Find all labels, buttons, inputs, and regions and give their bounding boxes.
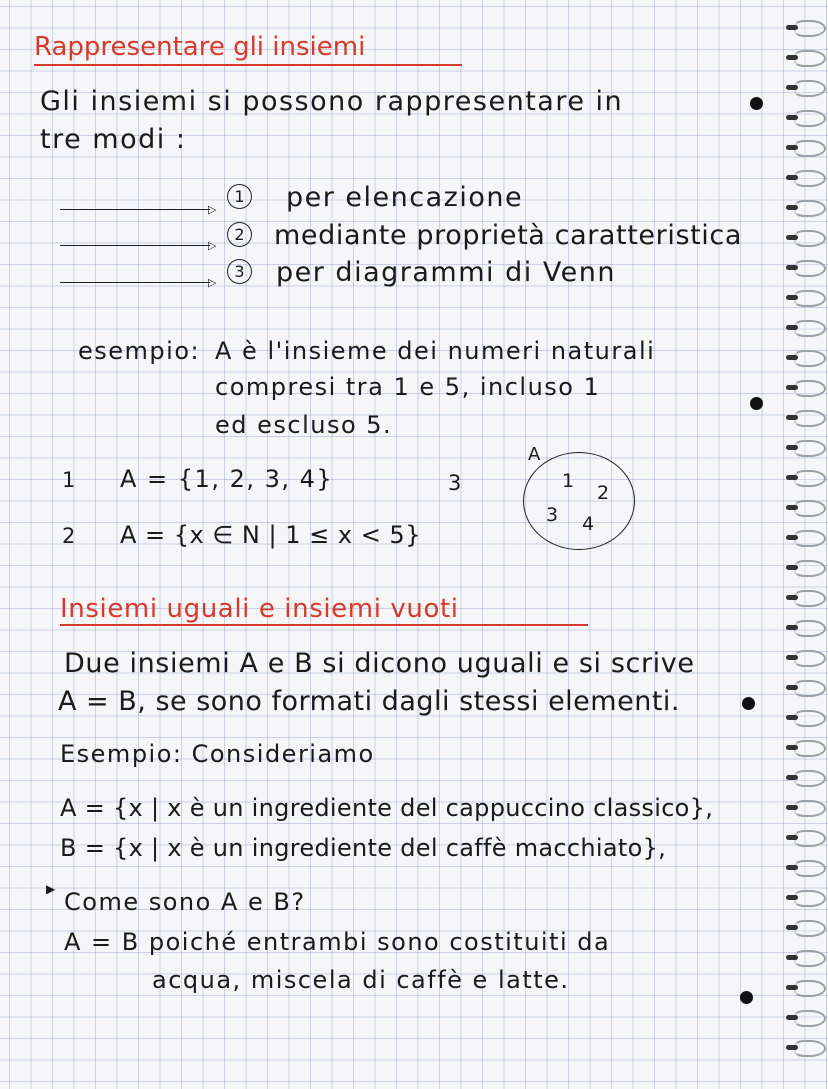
spiral-hook-icon — [786, 25, 798, 30]
spiral-coil-icon — [794, 410, 826, 427]
spiral-coil-icon — [794, 500, 826, 517]
spiral-hook-icon — [786, 625, 798, 630]
set-b-definition: B = {x | x è un ingrediente del caffè macchiato}, — [60, 834, 667, 862]
spiral-coil-icon — [794, 560, 826, 577]
spiral-coil-icon — [794, 590, 826, 607]
spiral-binding — [782, 20, 828, 1080]
spiral-coil-icon — [794, 380, 826, 397]
spiral-hook-icon — [786, 805, 798, 810]
spiral-coil-icon — [794, 770, 826, 787]
mode-number-2: 2 — [227, 222, 252, 247]
spiral-hook-icon — [786, 475, 798, 480]
venn-set-label: A — [528, 444, 541, 465]
spiral-hook-icon — [786, 415, 798, 420]
spiral-coil-icon — [794, 890, 826, 907]
spiral-coil-icon — [794, 50, 826, 67]
spiral-coil-icon — [794, 110, 826, 127]
spiral-coil-icon — [794, 1040, 826, 1057]
spiral-hook-icon — [786, 55, 798, 60]
spiral-coil-icon — [794, 530, 826, 547]
arrow-line — [60, 282, 210, 283]
spiral-hook-icon — [786, 1045, 798, 1050]
spiral-hook-icon — [786, 205, 798, 210]
spiral-coil-icon — [794, 830, 826, 847]
equality-line-2: A = B, se sono formati dagli stessi elementi. — [58, 686, 680, 717]
spiral-hook-icon — [786, 85, 798, 90]
spiral-coil-icon — [794, 680, 826, 697]
venn-element: 2 — [597, 482, 610, 504]
title-underline — [34, 64, 462, 66]
venn-element: 4 — [582, 513, 595, 535]
example-line-2: compresi tra 1 e 5, incluso 1 — [215, 373, 601, 401]
spiral-coil-icon — [794, 740, 826, 757]
spiral-hook-icon — [786, 775, 798, 780]
question-text: Come sono A e B? — [64, 888, 306, 916]
example-line-3: ed escluso 5. — [215, 411, 393, 439]
spiral-hook-icon — [786, 655, 798, 660]
spiral-coil-icon — [794, 980, 826, 997]
binder-hole-icon — [740, 991, 753, 1004]
spiral-coil-icon — [794, 1010, 826, 1027]
spiral-hook-icon — [786, 295, 798, 300]
title-underline — [60, 624, 588, 626]
repr-expression-2: A = {x ∈ N | 1 ≤ x < 5} — [120, 521, 421, 549]
spiral-hook-icon — [786, 235, 798, 240]
spiral-coil-icon — [794, 470, 826, 487]
arrow-line — [60, 245, 210, 246]
venn-element: 3 — [546, 504, 559, 526]
section-title-insiemi-uguali: Insiemi uguali e insiemi vuoti — [60, 594, 459, 624]
spiral-hook-icon — [786, 565, 798, 570]
spiral-hook-icon — [786, 895, 798, 900]
arrow-line — [60, 209, 210, 210]
venn-diagram — [523, 452, 635, 550]
repr-number-2: 2 — [62, 524, 77, 548]
spiral-coil-icon — [794, 230, 826, 247]
binder-hole-icon — [742, 697, 755, 710]
spiral-hook-icon — [786, 145, 798, 150]
spiral-coil-icon — [794, 350, 826, 367]
spiral-hook-icon — [786, 925, 798, 930]
spiral-coil-icon — [794, 320, 826, 337]
binder-hole-icon — [750, 397, 763, 410]
spiral-hook-icon — [786, 745, 798, 750]
intro-line-1: Gli insiemi si possono rappresentare in — [40, 86, 624, 117]
spiral-coil-icon — [794, 650, 826, 667]
spiral-hook-icon — [786, 835, 798, 840]
mode-number-1: 1 — [227, 184, 252, 209]
spiral-hook-icon — [786, 985, 798, 990]
spiral-hook-icon — [786, 265, 798, 270]
set-a-definition: A = {x | x è un ingrediente del cappuccino classico}, — [60, 794, 714, 822]
example-label: esempio: — [78, 337, 201, 365]
example-line-1: A è l'insieme dei numeri naturali — [215, 337, 656, 365]
spiral-coil-icon — [794, 620, 826, 637]
spiral-hook-icon — [786, 325, 798, 330]
repr-number-1: 1 — [62, 468, 77, 492]
spiral-hook-icon — [786, 955, 798, 960]
mode-label-3: per diagrammi di Venn — [276, 257, 617, 288]
spiral-coil-icon — [794, 260, 826, 277]
repr-expression-1: A = {1, 2, 3, 4} — [120, 465, 334, 493]
spiral-coil-icon — [794, 140, 826, 157]
repr-number-3: 3 — [448, 471, 463, 495]
spiral-hook-icon — [786, 115, 798, 120]
spiral-hook-icon — [786, 445, 798, 450]
spiral-hook-icon — [786, 505, 798, 510]
mode-label-2: mediante proprietà caratteristica — [274, 220, 742, 251]
answer-line-1: A = B poiché entrambi sono costituiti da — [64, 928, 611, 956]
intro-line-2: tre modi : — [40, 124, 187, 155]
spiral-hook-icon — [786, 175, 798, 180]
spiral-coil-icon — [794, 860, 826, 877]
spiral-hook-icon — [786, 685, 798, 690]
arrow-head-icon: ▷ — [208, 239, 217, 252]
equality-line-1: Due insiemi A e B si dicono uguali e si scrive — [64, 648, 695, 679]
section-title-rappresentare: Rappresentare gli insiemi — [34, 32, 366, 62]
mode-number-3: 3 — [227, 259, 252, 284]
spiral-coil-icon — [794, 200, 826, 217]
spiral-coil-icon — [794, 80, 826, 97]
spiral-coil-icon — [794, 800, 826, 817]
spiral-hook-icon — [786, 1015, 798, 1020]
answer-line-2: acqua, miscela di caffè e latte. — [152, 966, 570, 994]
spiral-coil-icon — [794, 440, 826, 457]
spiral-coil-icon — [794, 710, 826, 727]
venn-element: 1 — [562, 470, 575, 492]
spiral-hook-icon — [786, 355, 798, 360]
arrow-head-icon: ▷ — [208, 276, 217, 289]
spiral-coil-icon — [794, 170, 826, 187]
example2-line-1: Esempio: Consideriamo — [60, 740, 375, 768]
spiral-coil-icon — [794, 950, 826, 967]
spiral-coil-icon — [794, 20, 826, 37]
spiral-hook-icon — [786, 865, 798, 870]
binder-hole-icon — [750, 97, 763, 110]
spiral-hook-icon — [786, 715, 798, 720]
spiral-hook-icon — [786, 535, 798, 540]
spiral-coil-icon — [794, 920, 826, 937]
spiral-coil-icon — [794, 290, 826, 307]
triangle-bullet-icon: ▶ — [46, 882, 56, 896]
spiral-hook-icon — [786, 595, 798, 600]
spiral-hook-icon — [786, 385, 798, 390]
mode-label-1: per elencazione — [286, 182, 524, 213]
arrow-head-icon: ▷ — [208, 203, 217, 216]
